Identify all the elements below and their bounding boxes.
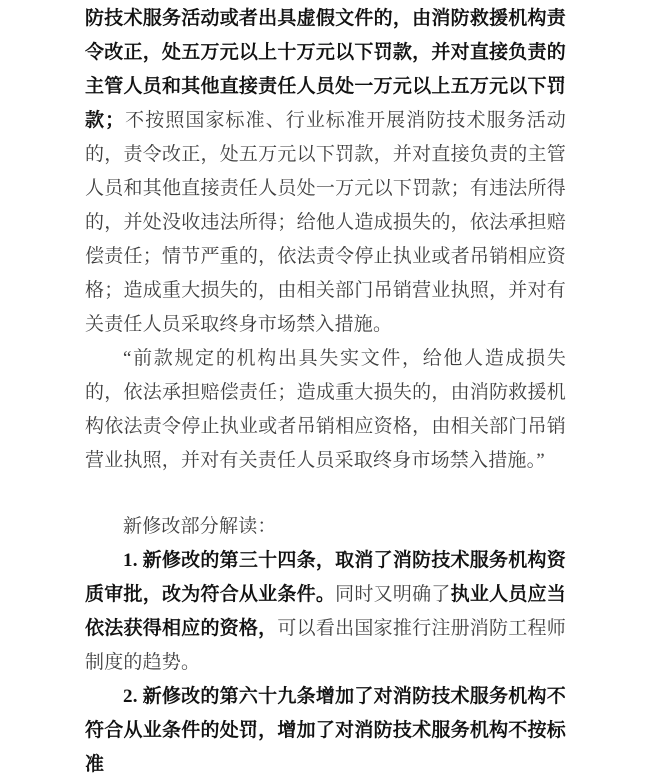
text-run-regular: 同时又明确了 [335,584,451,605]
text-run-bold: 执业人员应当依法获得相应的资格， [85,584,566,639]
text-run-regular: “前款规定的机构出具失实文件，给他人造成损失的，依法承担赔偿责任；造成重大损失的，由消防救援机构依法责令停止执业或者吊销相应资格，由相关部门吊销营业执照，并对有关责任人员采取终身市场禁入措施。” [85,348,566,471]
text-run-regular: 不按照国家标准、行业标准开展消防技术服务活动的，责令改正，处五万元以下罚款，并对直接负责的主管人员和其他直接责任人员处一万元以下罚款；有违法所得的，并处没收违法所得；给他人造成损失的，依法承担赔偿责任；情节严重的，依法责令停止执业或者吊销相应资格；造成重大损失的，由相关部门吊销营业执照，并对有关责任人员采取终身市场禁入措施。 [85,110,566,335]
paragraph-law-quote [85,342,566,478]
section-heading-text: 新修改部分解读： [123,516,277,537]
text-run-bold: 2. 新修改的第六十九条增加了对消防技术服务机构不符合从业条件的处罚，增加了对消防技术服务机构不按标准 [85,686,566,775]
paragraph-law-clause [85,2,566,342]
paragraph-point-2 [85,680,566,782]
section-heading [85,510,566,544]
paragraph-point-1 [85,544,566,680]
text-run-regular: 可以看出国家推行注册消防工程师制度的趋势。 [85,618,566,673]
text-run-bold: 1. 新修改的第三十四条，取消了消防技术服务机构资质审批，改为符合从业条件。 [85,550,566,605]
text-run-bold: 防技术服务活动或者出具虚假文件的，由消防救援机构责令改正，处五万元以上十万元以下罚款，并对直接负责的主管人员和其他直接责任人员处一万元以上五万元以下罚款； [85,8,566,131]
